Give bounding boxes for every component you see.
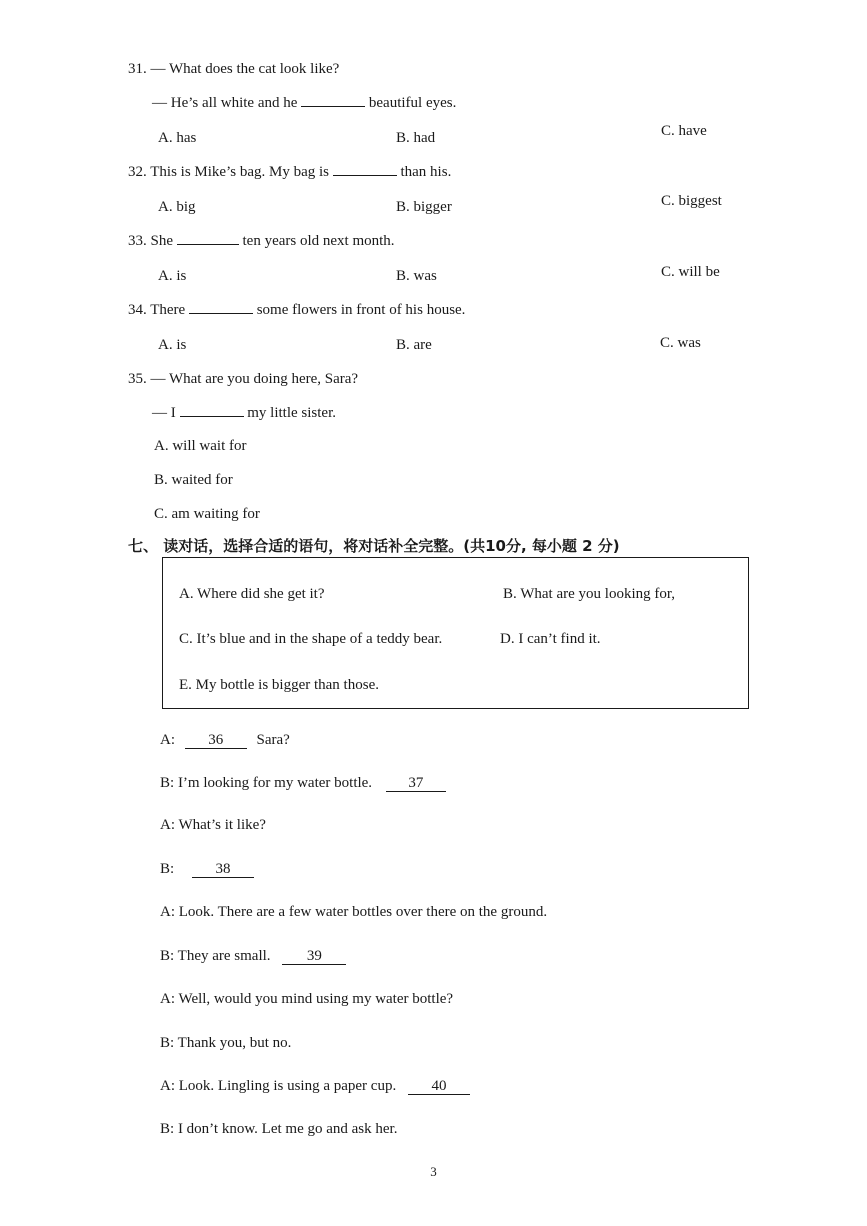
question-number: 35. [128,371,147,387]
dialogue-line-36 [160,731,290,749]
answer-blank[interactable] [180,416,244,417]
question-text: some flowers in front of his house. [256,302,466,318]
option-b[interactable]: B. bigger [396,199,452,215]
answer-blank[interactable]: 38 [192,862,254,878]
question-number: 32. [128,164,147,180]
question-35-line-2 [152,404,336,422]
answer-blank[interactable]: 39 [282,949,346,965]
option-c[interactable]: C. am waiting for [154,506,260,522]
dialogue-text: Look. There are a few water bottles over there on the ground. [178,904,548,920]
question-text: my little sister. [247,405,336,421]
answer-blank[interactable] [189,313,253,314]
dialogue-text: Sara? [256,732,290,748]
dialogue-line-39 [160,947,346,965]
question-32-stem [128,163,451,181]
question-text: than his. [400,164,452,180]
option-b[interactable]: B. was [396,268,437,284]
option-a[interactable]: A. will wait for [154,438,247,454]
question-text: — What are you doing here, Sara? [150,371,359,387]
question-number: 33. [128,233,147,249]
speaker-label: A: [160,1078,175,1094]
answer-blank[interactable] [177,244,239,245]
page-number: 3 [430,1164,437,1179]
question-text: She [150,233,173,249]
dialogue-text: I’m looking for my water bottle. [177,775,373,791]
option-b[interactable]: B. had [396,130,436,146]
dialogue-text: Well, would you mind using my water bottle? [178,991,454,1007]
choices-box [162,557,749,709]
option-a[interactable]: A. big [158,199,196,215]
dialogue-text: They are small. [177,948,271,964]
question-text: ten years old next month. [242,233,395,249]
choice-c: C. It’s blue and in the shape of a teddy bear. [179,631,443,647]
option-a[interactable]: A. is [158,337,187,353]
section-title: 七、 读对话，选择合适的语句，将对话补全完整。(共10分, 每小题 2 分) [128,537,620,555]
option-a[interactable]: A. has [158,130,197,146]
speaker-label: A: [160,732,175,748]
dialogue-text: What’s it like? [178,817,266,833]
question-text: — I [152,405,176,421]
answer-blank[interactable] [301,106,365,107]
answer-blank[interactable] [333,175,397,176]
dialogue-line [160,903,547,921]
question-31-stem [128,60,339,78]
dialogue-line [160,990,453,1008]
dialogue-text: I don’t know. Let me go and ask her. [177,1121,398,1137]
dialogue-line [160,816,266,834]
choice-e: E. My bottle is bigger than those. [179,677,379,693]
speaker-label: A: [160,817,175,833]
option-c[interactable]: C. have [661,123,707,139]
speaker-label: B: [160,861,175,877]
option-c[interactable]: C. was [660,335,701,351]
question-text: — He’s all white and he [152,95,298,111]
question-number: 31. [128,61,147,77]
dialogue-line [160,1120,397,1138]
question-text: — What does the cat look like? [150,61,340,77]
question-text: There [150,302,186,318]
choice-d: D. I can’t find it. [500,631,601,647]
choice-b: B. What are you looking for, [503,586,676,602]
speaker-label: B: [160,775,175,791]
question-text: beautiful eyes. [368,95,457,111]
dialogue-line [160,1034,291,1052]
choice-a: A. Where did she get it? [179,586,325,602]
dialogue-line-38 [160,860,254,878]
speaker-label: A: [160,991,175,1007]
speaker-label: B: [160,948,175,964]
option-c[interactable]: C. biggest [661,193,722,209]
dialogue-text: Thank you, but no. [177,1035,292,1051]
dialogue-line-37 [160,774,446,792]
option-c[interactable]: C. will be [661,264,720,280]
speaker-label: B: [160,1121,175,1137]
speaker-label: B: [160,1035,175,1051]
option-b[interactable]: B. waited for [154,472,233,488]
question-35-stem [128,370,358,388]
question-34-stem [128,301,465,319]
option-a[interactable]: A. is [158,268,187,284]
answer-blank[interactable]: 40 [408,1079,470,1095]
dialogue-text: Look. Lingling is using a paper cup. [178,1078,397,1094]
option-b[interactable]: B. are [396,337,432,353]
question-33-stem [128,232,395,250]
question-31-line-2 [152,94,456,112]
question-text: This is Mike’s bag. My bag is [150,164,329,180]
answer-blank[interactable]: 36 [185,733,247,749]
answer-blank[interactable]: 37 [386,776,446,792]
dialogue-line-40 [160,1077,470,1095]
question-number: 34. [128,302,147,318]
speaker-label: A: [160,904,175,920]
